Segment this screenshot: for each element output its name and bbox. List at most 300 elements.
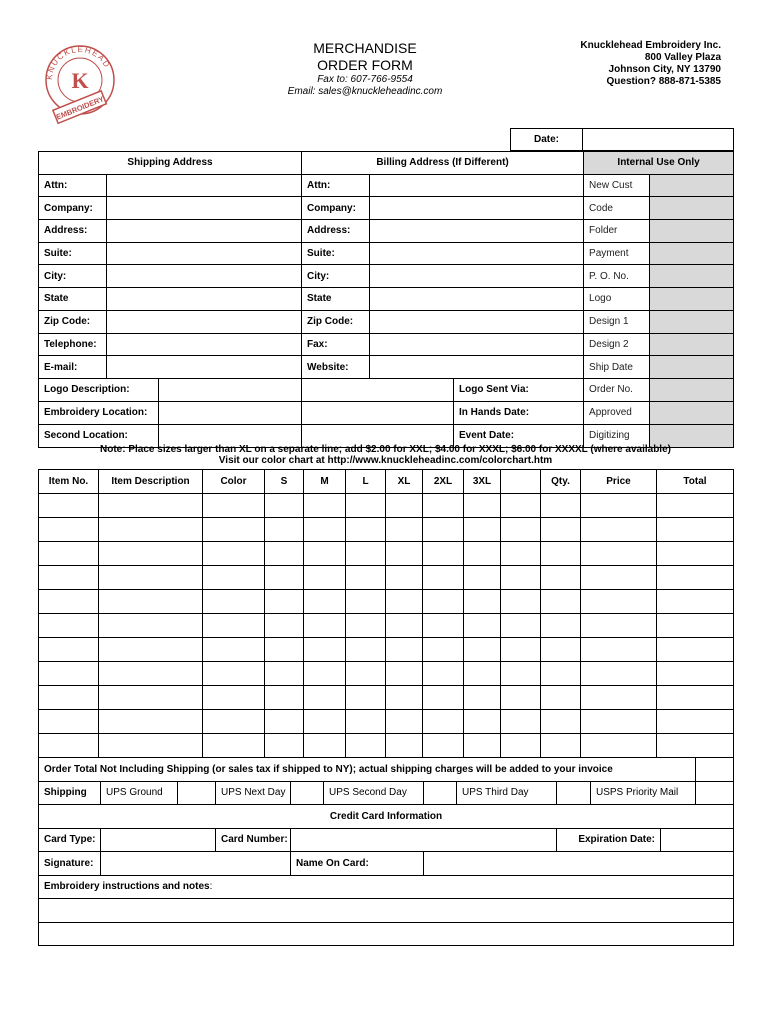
items-table bbox=[38, 469, 734, 758]
item-row bbox=[39, 494, 734, 518]
item-cell[interactable] bbox=[464, 662, 501, 686]
item-cell[interactable] bbox=[265, 686, 304, 710]
item-cell[interactable] bbox=[423, 734, 464, 758]
expiration-date-field[interactable] bbox=[661, 828, 734, 852]
billing-field-label: State bbox=[302, 288, 370, 311]
item-cell[interactable] bbox=[203, 566, 265, 590]
item-cell[interactable] bbox=[99, 710, 203, 734]
address-table bbox=[38, 151, 734, 448]
billing-field-input[interactable] bbox=[370, 242, 584, 265]
shipping-field-input[interactable] bbox=[107, 310, 302, 333]
item-cell[interactable] bbox=[581, 614, 657, 638]
internal-use-label: P. O. No. bbox=[584, 265, 650, 288]
billing-field-label: Fax: bbox=[302, 333, 370, 356]
item-cell[interactable] bbox=[423, 566, 464, 590]
instructions-colon: : bbox=[209, 881, 213, 893]
item-cell[interactable] bbox=[541, 662, 581, 686]
item-cell[interactable] bbox=[501, 734, 541, 758]
shipping-field-label: Zip Code: bbox=[39, 310, 107, 333]
email-address: Email: sales@knuckleheadinc.com bbox=[287, 86, 443, 97]
size-note-line1: Note: Place sizes larger than XL on a separate line; add $2.00 for XXL; $4.00 for XXXL; $6.00 for XXXXL (where available) bbox=[100, 444, 671, 455]
item-cell[interactable] bbox=[386, 566, 423, 590]
billing-field-label: Zip Code: bbox=[302, 310, 370, 333]
item-cell[interactable] bbox=[304, 662, 346, 686]
item-cell[interactable] bbox=[386, 686, 423, 710]
item-cell[interactable] bbox=[386, 590, 423, 614]
shipping-field-input[interactable] bbox=[107, 174, 302, 197]
item-cell[interactable] bbox=[39, 494, 99, 518]
company-name: Knucklehead Embroidery Inc. bbox=[580, 40, 721, 51]
item-cell[interactable] bbox=[386, 638, 423, 662]
item-column-header: Price bbox=[581, 470, 657, 494]
item-cell[interactable] bbox=[501, 662, 541, 686]
item-column-header: 2XL bbox=[423, 470, 464, 494]
internal-use-label: Design 1 bbox=[584, 310, 650, 333]
item-cell[interactable] bbox=[99, 590, 203, 614]
item-cell[interactable] bbox=[657, 566, 734, 590]
item-cell[interactable] bbox=[581, 638, 657, 662]
item-cell[interactable] bbox=[464, 638, 501, 662]
item-cell[interactable] bbox=[386, 614, 423, 638]
item-cell[interactable] bbox=[501, 638, 541, 662]
item-column-header: Total bbox=[657, 470, 734, 494]
date-label: Date: bbox=[511, 129, 583, 151]
item-cell[interactable] bbox=[304, 638, 346, 662]
item-cell[interactable] bbox=[39, 614, 99, 638]
logo-row-field[interactable] bbox=[159, 402, 301, 424]
item-cell[interactable] bbox=[581, 662, 657, 686]
internal-use-label: Code bbox=[584, 197, 650, 220]
logo-row-label-text: Second Location: bbox=[39, 425, 159, 447]
item-column-header: L bbox=[346, 470, 386, 494]
item-cell[interactable] bbox=[423, 710, 464, 734]
instructions-label: Embroidery instructions and notes bbox=[44, 881, 210, 893]
billing-field-input[interactable] bbox=[370, 220, 584, 243]
item-cell[interactable] bbox=[541, 638, 581, 662]
logo-row-label-text: Logo Description: bbox=[39, 379, 159, 401]
item-cell[interactable] bbox=[541, 614, 581, 638]
shipping-field-label: City: bbox=[39, 265, 107, 288]
logo-row-left-field[interactable] bbox=[302, 401, 454, 424]
item-cell[interactable] bbox=[423, 638, 464, 662]
shipping-field-label: Address: bbox=[39, 220, 107, 243]
item-cell[interactable] bbox=[203, 662, 265, 686]
item-cell[interactable] bbox=[265, 710, 304, 734]
card-type-label: Card Type: bbox=[39, 828, 101, 852]
item-cell[interactable] bbox=[304, 542, 346, 566]
internal-use-field[interactable] bbox=[650, 174, 734, 197]
billing-field-input[interactable] bbox=[370, 310, 584, 333]
item-cell[interactable] bbox=[99, 662, 203, 686]
internal-use-label: Logo bbox=[584, 288, 650, 311]
logo-arc-text: KNUCKLEHEAD bbox=[44, 44, 113, 81]
item-cell[interactable] bbox=[203, 710, 265, 734]
billing-field-input[interactable] bbox=[370, 265, 584, 288]
item-row bbox=[39, 542, 734, 566]
logo-row-right-label: In Hands Date: bbox=[454, 401, 584, 424]
billing-field-label: Address: bbox=[302, 220, 370, 243]
shipping-field-label: State bbox=[39, 288, 107, 311]
card-number-label: Card Number: bbox=[216, 828, 291, 852]
item-row bbox=[39, 686, 734, 710]
item-cell[interactable] bbox=[203, 494, 265, 518]
shipping-address-header: Shipping Address bbox=[39, 152, 302, 175]
item-cell[interactable] bbox=[304, 734, 346, 758]
logo-row bbox=[39, 401, 734, 424]
item-cell[interactable] bbox=[541, 494, 581, 518]
shipping-field-input[interactable] bbox=[107, 265, 302, 288]
item-cell[interactable] bbox=[203, 614, 265, 638]
item-cell[interactable] bbox=[203, 638, 265, 662]
usps-priority-mail-option-checkbox[interactable] bbox=[696, 781, 734, 805]
item-cell[interactable] bbox=[346, 638, 386, 662]
item-cell[interactable] bbox=[464, 518, 501, 542]
item-cell[interactable] bbox=[304, 566, 346, 590]
logo-row-left-field[interactable] bbox=[302, 378, 454, 401]
internal-use-label: Payment bbox=[584, 242, 650, 265]
billing-address-header: Billing Address (If Different) bbox=[302, 152, 584, 175]
item-cell[interactable] bbox=[39, 710, 99, 734]
shipping-field-input[interactable] bbox=[107, 197, 302, 220]
item-cell[interactable] bbox=[99, 494, 203, 518]
item-cell[interactable] bbox=[346, 518, 386, 542]
ups-third-day-option-checkbox[interactable] bbox=[557, 781, 591, 805]
item-cell[interactable] bbox=[304, 518, 346, 542]
shipping-field-input[interactable] bbox=[107, 220, 302, 243]
logo-row-label-text: Embroidery Location: bbox=[39, 402, 159, 424]
item-row bbox=[39, 662, 734, 686]
item-cell[interactable] bbox=[657, 662, 734, 686]
item-cell[interactable] bbox=[265, 614, 304, 638]
company-street: 800 Valley Plaza bbox=[644, 52, 721, 63]
address-row bbox=[39, 310, 734, 333]
item-cell[interactable] bbox=[203, 542, 265, 566]
form-title-line2: ORDER FORM bbox=[317, 57, 413, 73]
internal-use-label: Digitizing bbox=[584, 424, 650, 447]
shipping-field-input[interactable] bbox=[107, 356, 302, 379]
item-cell[interactable] bbox=[265, 542, 304, 566]
item-row bbox=[39, 710, 734, 734]
item-cell[interactable] bbox=[265, 590, 304, 614]
item-cell[interactable] bbox=[541, 566, 581, 590]
item-cell[interactable] bbox=[386, 734, 423, 758]
item-cell[interactable] bbox=[346, 590, 386, 614]
internal-use-label: New Cust bbox=[584, 174, 650, 197]
item-cell[interactable] bbox=[39, 734, 99, 758]
item-cell[interactable] bbox=[346, 710, 386, 734]
item-cell[interactable] bbox=[657, 710, 734, 734]
internal-use-field[interactable] bbox=[650, 242, 734, 265]
item-cell[interactable] bbox=[203, 686, 265, 710]
fax-number: Fax to: 607-766-9554 bbox=[317, 74, 413, 85]
item-cell[interactable] bbox=[657, 542, 734, 566]
shipping-field-label: Suite: bbox=[39, 242, 107, 265]
ups-ground-option-label: UPS Ground bbox=[101, 781, 178, 805]
item-cell[interactable] bbox=[265, 662, 304, 686]
billing-field-input[interactable] bbox=[370, 356, 584, 379]
item-cell[interactable] bbox=[39, 566, 99, 590]
item-cell[interactable] bbox=[423, 590, 464, 614]
item-cell[interactable] bbox=[423, 494, 464, 518]
billing-field-input[interactable] bbox=[370, 288, 584, 311]
item-cell[interactable] bbox=[39, 590, 99, 614]
item-cell[interactable] bbox=[581, 518, 657, 542]
item-cell[interactable] bbox=[423, 542, 464, 566]
item-cell[interactable] bbox=[581, 542, 657, 566]
item-cell[interactable] bbox=[265, 638, 304, 662]
instructions-line[interactable] bbox=[39, 922, 734, 946]
item-cell[interactable] bbox=[541, 686, 581, 710]
internal-use-field[interactable] bbox=[650, 333, 734, 356]
item-cell[interactable] bbox=[265, 494, 304, 518]
item-cell[interactable] bbox=[346, 542, 386, 566]
internal-use-field[interactable] bbox=[650, 265, 734, 288]
internal-use-header: Internal Use Only bbox=[584, 152, 734, 175]
internal-use-field[interactable] bbox=[650, 356, 734, 379]
item-cell[interactable] bbox=[423, 614, 464, 638]
logo-banner-text: EMBROIDERY bbox=[54, 94, 106, 122]
item-row bbox=[39, 518, 734, 542]
item-cell[interactable] bbox=[99, 566, 203, 590]
expiration-date-label: Expiration Date: bbox=[557, 828, 661, 852]
item-column-header: Qty. bbox=[541, 470, 581, 494]
date-field[interactable] bbox=[583, 129, 734, 151]
item-cell[interactable] bbox=[501, 494, 541, 518]
signature-label: Signature: bbox=[39, 852, 101, 876]
item-cell[interactable] bbox=[581, 494, 657, 518]
item-cell[interactable] bbox=[657, 590, 734, 614]
item-cell[interactable] bbox=[99, 734, 203, 758]
address-row bbox=[39, 174, 734, 197]
shipping-field-label: E-mail: bbox=[39, 356, 107, 379]
item-cell[interactable] bbox=[304, 614, 346, 638]
item-cell[interactable] bbox=[501, 566, 541, 590]
item-row bbox=[39, 638, 734, 662]
internal-use-label: Ship Date bbox=[584, 356, 650, 379]
item-cell[interactable] bbox=[386, 542, 423, 566]
internal-use-field[interactable] bbox=[650, 310, 734, 333]
item-cell[interactable] bbox=[464, 590, 501, 614]
billing-field-label: Suite: bbox=[302, 242, 370, 265]
item-cell[interactable] bbox=[386, 518, 423, 542]
name-on-card-label: Name On Card: bbox=[291, 852, 424, 876]
item-cell[interactable] bbox=[501, 710, 541, 734]
internal-use-label: Order No. bbox=[584, 378, 650, 401]
item-cell[interactable] bbox=[501, 686, 541, 710]
size-note bbox=[38, 444, 733, 466]
internal-use-field[interactable] bbox=[650, 401, 734, 424]
item-cell[interactable] bbox=[464, 566, 501, 590]
item-cell[interactable] bbox=[464, 494, 501, 518]
item-cell[interactable] bbox=[203, 518, 265, 542]
order-total-field[interactable] bbox=[696, 758, 734, 782]
billing-field-label: City: bbox=[302, 265, 370, 288]
item-cell[interactable] bbox=[501, 590, 541, 614]
logo-row bbox=[39, 378, 734, 401]
address-row bbox=[39, 242, 734, 265]
item-cell[interactable] bbox=[39, 542, 99, 566]
item-cell[interactable] bbox=[657, 518, 734, 542]
item-column-header: Item No. bbox=[39, 470, 99, 494]
item-column-header bbox=[501, 470, 541, 494]
item-cell[interactable] bbox=[541, 734, 581, 758]
item-cell[interactable] bbox=[464, 734, 501, 758]
address-row bbox=[39, 197, 734, 220]
company-phone: Question? 888-871-5385 bbox=[606, 76, 721, 87]
address-row bbox=[39, 265, 734, 288]
item-cell[interactable] bbox=[501, 542, 541, 566]
item-cell[interactable] bbox=[99, 614, 203, 638]
item-cell[interactable] bbox=[657, 494, 734, 518]
item-column-header: Item Description bbox=[99, 470, 203, 494]
item-row bbox=[39, 734, 734, 758]
ups-next-day-option-checkbox[interactable] bbox=[291, 781, 324, 805]
instructions-label-row[interactable] bbox=[39, 875, 734, 899]
item-cell[interactable] bbox=[541, 518, 581, 542]
item-cell[interactable] bbox=[501, 518, 541, 542]
color-chart-note: Visit our color chart at http://www.knuckleheadinc.com/colorchart.htm bbox=[218, 455, 553, 466]
billing-field-label: Company: bbox=[302, 197, 370, 220]
item-cell[interactable] bbox=[386, 494, 423, 518]
item-cell[interactable] bbox=[423, 686, 464, 710]
item-cell[interactable] bbox=[464, 542, 501, 566]
logo-mark: K bbox=[71, 68, 89, 93]
billing-field-label: Attn: bbox=[302, 174, 370, 197]
item-cell[interactable] bbox=[541, 590, 581, 614]
item-cell[interactable] bbox=[464, 614, 501, 638]
item-cell[interactable] bbox=[346, 566, 386, 590]
card-number-field[interactable] bbox=[291, 828, 557, 852]
item-cell[interactable] bbox=[99, 518, 203, 542]
item-cell[interactable] bbox=[346, 494, 386, 518]
item-cell[interactable] bbox=[581, 686, 657, 710]
address-row bbox=[39, 356, 734, 379]
item-cell[interactable] bbox=[581, 590, 657, 614]
item-cell[interactable] bbox=[203, 590, 265, 614]
item-column-header: S bbox=[265, 470, 304, 494]
logo-row-right-label: Logo Sent Via: bbox=[454, 378, 584, 401]
item-cell[interactable] bbox=[99, 542, 203, 566]
ups-second-day-option-checkbox[interactable] bbox=[424, 781, 457, 805]
item-cell[interactable] bbox=[265, 566, 304, 590]
item-cell[interactable] bbox=[423, 662, 464, 686]
item-cell[interactable] bbox=[464, 686, 501, 710]
credit-card-header: Credit Card Information bbox=[39, 805, 734, 829]
shipping-field-input[interactable] bbox=[107, 288, 302, 311]
item-cell[interactable] bbox=[657, 638, 734, 662]
ups-second-day-option-label: UPS Second Day bbox=[324, 781, 424, 805]
billing-field-input[interactable] bbox=[370, 197, 584, 220]
item-cell[interactable] bbox=[386, 662, 423, 686]
form-title-line1: MERCHANDISE bbox=[313, 40, 417, 56]
payment-table bbox=[38, 757, 734, 946]
ups-third-day-option-label: UPS Third Day bbox=[457, 781, 557, 805]
item-cell[interactable] bbox=[99, 686, 203, 710]
logo-row-label bbox=[39, 378, 302, 401]
address-row bbox=[39, 220, 734, 243]
item-cell[interactable] bbox=[657, 614, 734, 638]
item-cell[interactable] bbox=[39, 518, 99, 542]
item-cell[interactable] bbox=[581, 710, 657, 734]
internal-use-label: Folder bbox=[584, 220, 650, 243]
instructions-line[interactable] bbox=[39, 899, 734, 923]
item-column-header: M bbox=[304, 470, 346, 494]
internal-use-field[interactable] bbox=[650, 197, 734, 220]
item-cell[interactable] bbox=[39, 638, 99, 662]
item-cell[interactable] bbox=[346, 686, 386, 710]
logo-row-field[interactable] bbox=[159, 379, 301, 401]
billing-field-label: Website: bbox=[302, 356, 370, 379]
item-cell[interactable] bbox=[581, 566, 657, 590]
item-cell[interactable] bbox=[346, 614, 386, 638]
billing-field-input[interactable] bbox=[370, 333, 584, 356]
internal-use-field[interactable] bbox=[650, 288, 734, 311]
shipping-method-label: Shipping bbox=[39, 781, 101, 805]
item-cell[interactable] bbox=[265, 518, 304, 542]
item-cell[interactable] bbox=[464, 710, 501, 734]
item-row bbox=[39, 566, 734, 590]
item-column-header: 3XL bbox=[464, 470, 501, 494]
item-cell[interactable] bbox=[304, 590, 346, 614]
address-row bbox=[39, 333, 734, 356]
item-cell[interactable] bbox=[386, 710, 423, 734]
item-column-header: XL bbox=[386, 470, 423, 494]
item-column-header: Color bbox=[203, 470, 265, 494]
shipping-field-input[interactable] bbox=[107, 333, 302, 356]
ups-ground-option-checkbox[interactable] bbox=[178, 781, 216, 805]
item-cell[interactable] bbox=[304, 686, 346, 710]
item-cell[interactable] bbox=[657, 734, 734, 758]
item-cell[interactable] bbox=[541, 542, 581, 566]
internal-use-label: Design 2 bbox=[584, 333, 650, 356]
item-cell[interactable] bbox=[39, 662, 99, 686]
company-city: Johnson City, NY 13790 bbox=[608, 64, 721, 75]
shipping-field-label: Company: bbox=[39, 197, 107, 220]
form-title-block bbox=[265, 40, 465, 98]
logo-row-right-label: Event Date: bbox=[454, 424, 584, 447]
company-address-block bbox=[580, 40, 721, 88]
card-type-field[interactable] bbox=[101, 828, 216, 852]
item-row bbox=[39, 590, 734, 614]
item-cell[interactable] bbox=[39, 686, 99, 710]
internal-use-label: Approved bbox=[584, 401, 650, 424]
item-cell[interactable] bbox=[346, 734, 386, 758]
shipping-field-label: Telephone: bbox=[39, 333, 107, 356]
item-cell[interactable] bbox=[304, 710, 346, 734]
item-cell[interactable] bbox=[99, 638, 203, 662]
billing-field-input[interactable] bbox=[370, 174, 584, 197]
item-cell[interactable] bbox=[501, 614, 541, 638]
address-row bbox=[39, 288, 734, 311]
item-cell[interactable] bbox=[423, 518, 464, 542]
item-cell[interactable] bbox=[304, 494, 346, 518]
signature-field[interactable] bbox=[101, 852, 291, 876]
internal-use-field[interactable] bbox=[650, 378, 734, 401]
order-total-label: Order Total Not Including Shipping (or sales tax if shipped to NY); actual shipping charges will be added to your invoice bbox=[39, 758, 696, 782]
item-cell[interactable] bbox=[265, 734, 304, 758]
item-cell[interactable] bbox=[346, 662, 386, 686]
item-cell[interactable] bbox=[541, 710, 581, 734]
item-cell[interactable] bbox=[203, 734, 265, 758]
item-row bbox=[39, 614, 734, 638]
item-cell[interactable] bbox=[657, 686, 734, 710]
item-cell[interactable] bbox=[581, 734, 657, 758]
internal-use-field[interactable] bbox=[650, 220, 734, 243]
shipping-field-input[interactable] bbox=[107, 242, 302, 265]
ups-next-day-option-label: UPS Next Day bbox=[216, 781, 291, 805]
date-table bbox=[510, 128, 734, 151]
name-on-card-field[interactable] bbox=[424, 852, 734, 876]
